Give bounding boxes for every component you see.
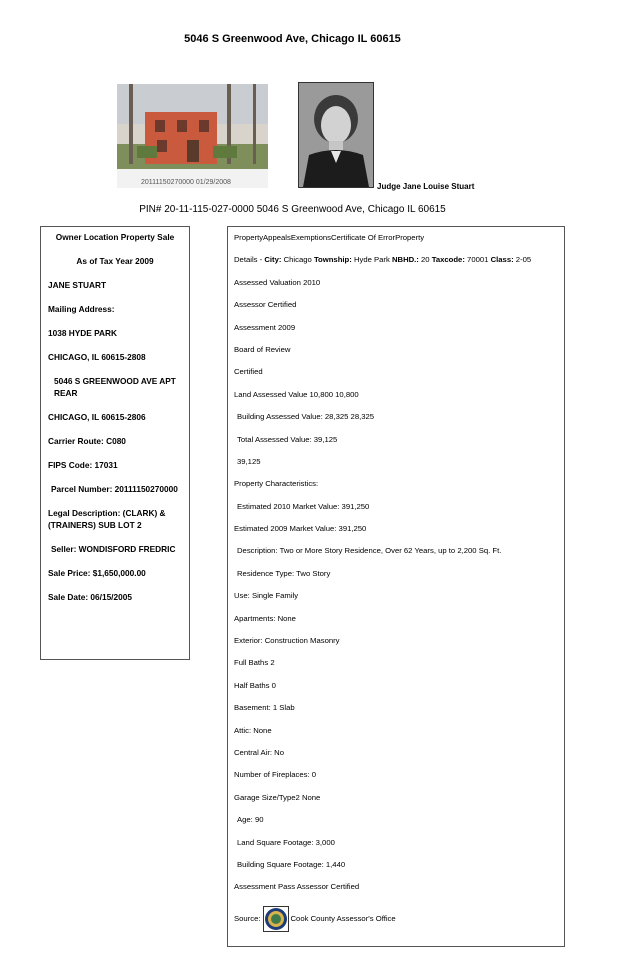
township-value: Hyde Park — [353, 255, 390, 265]
parcel-number: Parcel Number: 20111150270000 — [51, 484, 178, 494]
detail-line: Full Baths 2 — [234, 658, 275, 668]
legal-description: Legal Description: (CLARK) & (TRAINERS) SUB LOT 2 — [48, 508, 166, 530]
detail-line: Use: Single Family — [234, 591, 299, 601]
detail-line: Certified — [234, 367, 263, 377]
judge-caption: Judge Jane Louise Stuart — [377, 182, 475, 191]
source-value: Cook County Assessor's Office — [290, 914, 396, 924]
detail-line: Apartments: None — [234, 613, 296, 623]
cook-county-seal-icon — [263, 906, 289, 932]
details-tabs: PropertyAppealsExemptionsCertificate Of ErrorProperty — [234, 233, 425, 242]
city-label: City: — [264, 255, 282, 265]
detail-line: Description: Two or More Story Residence, Over 62 Years, up to 2,200 Sq. Ft. — [237, 546, 502, 556]
photo-caption: 20111150270000 01/29/2008 — [141, 179, 231, 186]
sale-price: Sale Price: $1,650,000.00 — [48, 568, 146, 578]
detail-line: Total Assessed Value: 39,125 — [237, 434, 338, 444]
judge-portrait — [298, 82, 374, 188]
detail-line: Age: 90 — [237, 815, 264, 825]
location-city: CHICAGO, IL 60615-2806 — [48, 412, 146, 422]
detail-line: 39,125 — [237, 456, 261, 466]
fips-code: FIPS Code: 17031 — [48, 460, 118, 470]
detail-line: Property Characteristics: — [234, 479, 319, 489]
detail-line: Assessed Valuation 2010 — [234, 277, 321, 287]
source-row — [234, 906, 558, 932]
details-prefix: Details - — [234, 255, 265, 265]
carrier-route: Carrier Route: C080 — [48, 436, 126, 446]
mailing-label: Mailing Address: — [48, 304, 115, 314]
city-value: Chicago — [283, 255, 312, 265]
detail-line: Assessment Pass Assessor Certified — [234, 882, 360, 892]
nbhd-value: 20 — [421, 255, 430, 265]
detail-line: Half Baths 0 — [234, 680, 276, 690]
detail-line: Estimated 2009 Market Value: 391,250 — [234, 524, 367, 534]
detail-line: Basement: 1 Slab — [234, 703, 295, 713]
detail-line: Building Assessed Value: 28,325 28,325 — [237, 412, 375, 422]
detail-line: Land Square Footage: 3,000 — [237, 837, 335, 847]
detail-line: Residence Type: Two Story — [237, 568, 331, 578]
mailing-street: 1038 HYDE PARK — [48, 328, 118, 338]
location-street: 5046 S GREENWOOD AVE APT REAR — [54, 376, 176, 398]
detail-line: Estimated 2010 Market Value: 391,250 — [237, 501, 370, 511]
detail-line: Attic: None — [234, 725, 272, 735]
detail-line: Garage Size/Type2 None — [234, 792, 321, 802]
detail-line: Assessor Certified — [234, 300, 297, 310]
house-photo — [117, 84, 268, 188]
nbhd-label: NBHD.: — [391, 255, 419, 265]
detail-line: Assessment 2009 — [234, 322, 296, 332]
detail-line: Exterior: Construction Masonry — [234, 636, 340, 646]
taxcode-label: Taxcode: — [431, 255, 465, 265]
detail-line: Central Air: No — [234, 747, 284, 757]
township-label: Township: — [313, 255, 352, 265]
detail-line: Board of Review — [234, 344, 291, 354]
sale-date: Sale Date: 06/15/2005 — [48, 592, 132, 602]
details-location-row — [234, 254, 558, 276]
seller: Seller: WONDISFORD FREDRIC — [51, 544, 176, 554]
source-label: Source: — [234, 914, 261, 924]
page-title: 5046 S Greenwood Ave, Chicago IL 60615 — [184, 33, 401, 45]
owner-panel — [40, 226, 190, 660]
detail-line: Building Square Footage: 1,440 — [237, 859, 346, 869]
class-value: 2-05 — [515, 255, 532, 265]
taxcode-value: 70001 — [467, 255, 489, 265]
property-details-panel — [227, 226, 565, 947]
detail-line: Number of Fireplaces: 0 — [234, 770, 317, 780]
owner-panel-heading: Owner Location Property Sale — [55, 232, 175, 242]
detail-line: Land Assessed Value 10,800 10,800 — [234, 389, 359, 399]
mailing-city: CHICAGO, IL 60615-2808 — [48, 352, 146, 362]
tax-year: As of Tax Year 2009 — [76, 256, 154, 266]
pin-line: PIN# 20-11-115-027-0000 5046 S Greenwood Ave, Chicago IL 60615 — [139, 204, 446, 215]
class-label: Class: — [490, 255, 514, 265]
owner-name: JANE STUART — [48, 280, 107, 290]
